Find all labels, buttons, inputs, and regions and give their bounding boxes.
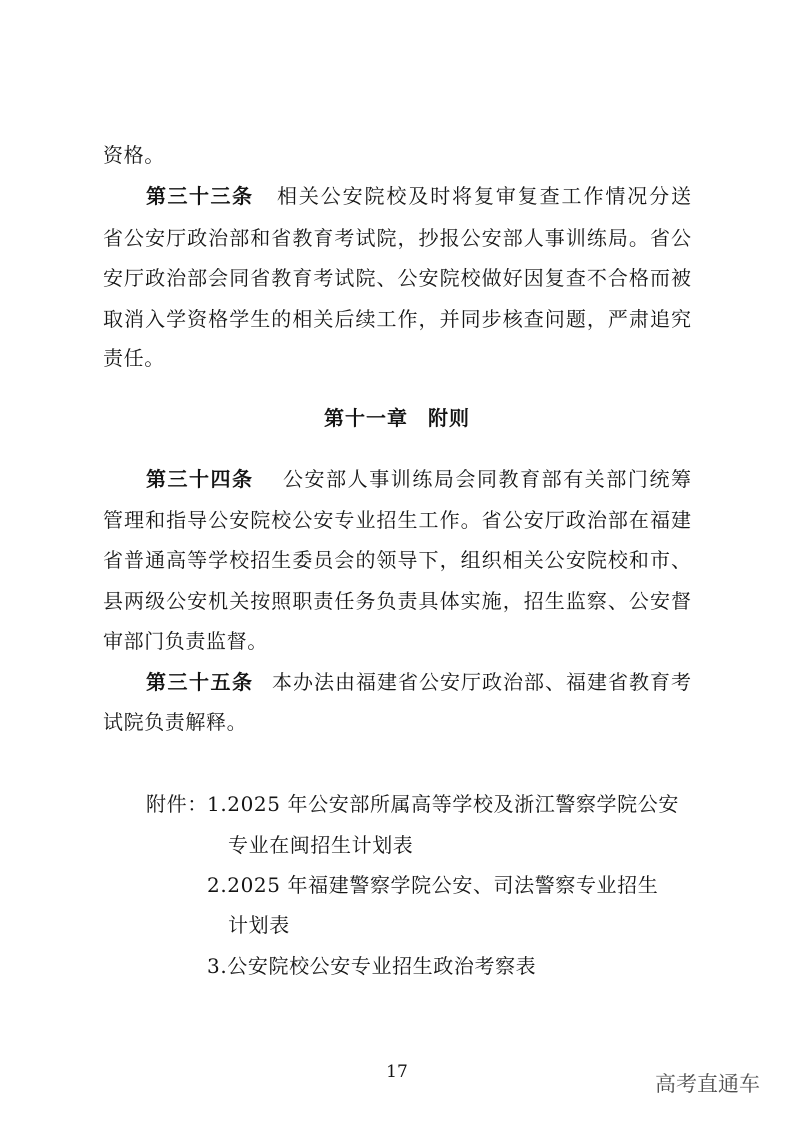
article-33-line: 相关公安院校及时将复审复查工作情况分送: [277, 184, 691, 208]
watermark: 高考直通车: [655, 1072, 760, 1096]
article-34-label: 第三十四条: [146, 467, 252, 491]
article-33-line: 责任。: [103, 346, 165, 370]
attachment-item-continuation: 专业在闽招生计划表: [228, 833, 414, 857]
page-number: 17: [386, 1062, 408, 1082]
paragraph-tail: 资格。: [103, 143, 165, 167]
article-34-line: 公安部人事训练局会同教育部有关部门统筹: [283, 467, 691, 491]
chapter-heading: [0, 404, 794, 432]
chapter-title: 附则: [428, 406, 470, 430]
attachment-item-continuation: 计划表: [228, 913, 290, 937]
attachment-item: 1.2025 年公安部所属高等学校及浙江警察学院公安: [207, 792, 679, 816]
article-33-label: 第三十三条: [146, 184, 252, 208]
article-34-line: 审部门负责监督。: [103, 629, 268, 653]
article-35-line: 试院负责解释。: [103, 710, 248, 734]
article-33-line: 省公安厅政治部和省教育考试院，抄报公安部人事训练局。省公: [103, 226, 691, 250]
article-33-line: 取消入学资格学生的相关后续工作，并同步核查问题，严肃追究: [103, 307, 691, 331]
article-33-line: 安厅政治部会同省教育考试院、公安院校做好因复查不合格而被: [103, 266, 691, 290]
article-35-line: 本办法由福建省公安厅政治部、福建省教育考: [272, 670, 691, 694]
attachment-item: 2.2025 年福建警察学院公安、司法警察专业招生: [207, 873, 659, 897]
article-34-line: 省普通高等学校招生委员会的领导下，组织相关公安院校和市、: [103, 548, 691, 572]
article-34-line: 县两级公安机关按照职责任务负责具体实施，招生监察、公安督: [103, 589, 691, 613]
chapter-number: 第十一章: [324, 406, 408, 430]
article-35-label: 第三十五条: [146, 670, 252, 694]
attachments-label: 附件：: [146, 792, 208, 816]
attachment-item: 3.公安院校公安专业招生政治考察表: [207, 954, 537, 978]
article-34-line: 管理和指导公安院校公安专业招生工作。省公安厅政治部在福建: [103, 508, 691, 532]
